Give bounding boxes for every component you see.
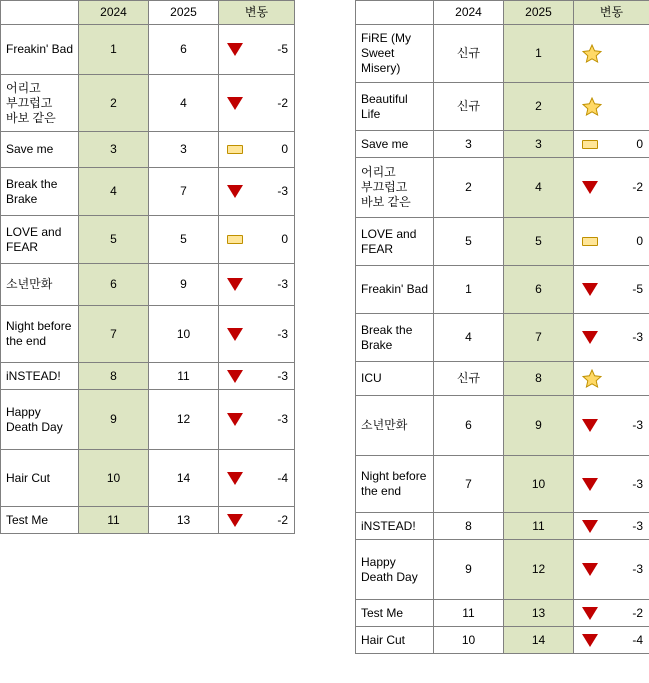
change-value: -3 — [632, 518, 643, 533]
change-value: -5 — [277, 42, 288, 56]
change-value: 0 — [281, 142, 288, 156]
table-header-row — [356, 1, 649, 25]
song-title-cell: Freakin' Bad — [356, 266, 434, 314]
song-title-cell: FiRE (My Sweet Misery) — [356, 25, 434, 83]
flat-marker-icon — [582, 237, 604, 246]
change-cell — [574, 396, 649, 456]
down-arrow-icon — [227, 370, 249, 383]
flat-marker-icon — [582, 140, 604, 149]
rank-2024-cell: 7 — [79, 306, 149, 363]
change-cell-content — [219, 139, 294, 161]
change-cell — [574, 158, 649, 218]
rank-2025-cell: 11 — [149, 363, 219, 390]
table-row[interactable] — [356, 513, 649, 540]
change-cell-content — [574, 177, 649, 199]
song-title-cell: Happy Death Day — [1, 390, 79, 450]
down-arrow-icon — [227, 472, 249, 485]
change-cell-content — [574, 415, 649, 437]
change-cell — [574, 513, 649, 540]
table-header-row — [1, 1, 295, 25]
table-row[interactable] — [1, 507, 295, 534]
rank-2024-cell: 9 — [434, 540, 504, 600]
rank-2025-cell: 10 — [504, 456, 574, 513]
change-value: 0 — [636, 136, 643, 151]
change-cell — [574, 314, 649, 362]
rank-2025-cell: 9 — [149, 264, 219, 306]
rank-2025-cell: 6 — [504, 266, 574, 314]
song-title-cell: iNSTEAD! — [356, 513, 434, 540]
table-row[interactable] — [356, 362, 649, 396]
change-value: -3 — [277, 326, 288, 341]
table-row[interactable] — [356, 158, 649, 218]
table-row[interactable] — [356, 540, 649, 600]
down-arrow-icon — [582, 331, 604, 344]
header-cell-2024: 2024 — [434, 1, 504, 25]
rank-2025-cell: 6 — [149, 25, 219, 75]
table-row[interactable] — [1, 75, 295, 132]
left-table — [0, 0, 295, 534]
table-row[interactable] — [1, 450, 295, 507]
down-arrow-icon — [582, 520, 604, 533]
header-cell-2025: 2025 — [504, 1, 574, 25]
change-cell — [574, 131, 649, 158]
rank-2024-cell: 신규 — [434, 83, 504, 131]
song-title-cell: Break the Brake — [1, 168, 79, 216]
change-cell-content — [219, 229, 294, 251]
table-row[interactable] — [356, 396, 649, 456]
change-cell — [574, 456, 649, 513]
song-title-cell: Night before the end — [356, 456, 434, 513]
rank-2025-cell: 10 — [149, 306, 219, 363]
table-row[interactable] — [1, 25, 295, 75]
rank-2025-cell: 7 — [149, 168, 219, 216]
song-title-cell: 소년만화 — [356, 396, 434, 456]
song-title-cell: Save me — [356, 131, 434, 158]
change-cell — [219, 507, 295, 534]
change-cell — [219, 363, 295, 390]
change-cell-content — [219, 365, 294, 387]
change-value: -3 — [632, 330, 643, 344]
header-title-cell — [356, 1, 434, 25]
rank-2024-cell: 1 — [434, 266, 504, 314]
table-row[interactable] — [356, 83, 649, 131]
song-title-cell: Freakin' Bad — [1, 25, 79, 75]
change-value: 0 — [636, 234, 643, 248]
rank-2025-cell: 2 — [504, 83, 574, 131]
table-row[interactable] — [356, 218, 649, 266]
song-title-cell: LOVE and FEAR — [356, 218, 434, 266]
rank-2024-cell: 8 — [79, 363, 149, 390]
song-title-cell: iNSTEAD! — [1, 363, 79, 390]
table-row[interactable] — [356, 266, 649, 314]
change-cell — [219, 390, 295, 450]
change-cell-content — [574, 41, 649, 66]
rank-2024-cell: 4 — [79, 168, 149, 216]
rank-2024-cell: 신규 — [434, 362, 504, 396]
song-title-cell: Hair Cut — [356, 627, 434, 654]
down-arrow-icon — [582, 419, 604, 432]
change-value: -2 — [632, 180, 643, 194]
rank-2024-cell: 8 — [434, 513, 504, 540]
down-arrow-icon — [227, 97, 249, 110]
change-cell-content — [219, 409, 294, 431]
rank-2024-cell: 7 — [434, 456, 504, 513]
star-icon — [582, 44, 604, 63]
change-cell — [219, 75, 295, 132]
change-cell-content — [219, 39, 294, 61]
rank-2024-cell: 3 — [434, 131, 504, 158]
header-cell-변동: 변동 — [219, 1, 295, 25]
change-cell-content — [574, 327, 649, 349]
rank-2025-cell: 14 — [504, 627, 574, 654]
change-value: -2 — [277, 512, 288, 527]
change-cell — [574, 25, 649, 83]
change-cell-content — [574, 473, 649, 495]
rank-2024-cell: 9 — [79, 390, 149, 450]
rank-2024-cell: 6 — [79, 264, 149, 306]
rank-2025-cell: 12 — [149, 390, 219, 450]
song-title-cell: 소년만화 — [1, 264, 79, 306]
star-icon — [582, 97, 604, 116]
song-title-cell: Break the Brake — [356, 314, 434, 362]
table-row[interactable] — [1, 216, 295, 264]
song-title-cell: ICU — [356, 362, 434, 396]
rank-2024-cell: 5 — [79, 216, 149, 264]
rank-2024-cell: 2 — [434, 158, 504, 218]
change-cell-content — [574, 231, 649, 253]
down-arrow-icon — [227, 413, 249, 426]
change-cell-content — [574, 133, 649, 155]
table-row[interactable] — [1, 132, 295, 168]
change-cell — [574, 266, 649, 314]
header-cell-2024: 2024 — [79, 1, 149, 25]
change-cell — [219, 264, 295, 306]
rank-2025-cell: 14 — [149, 450, 219, 507]
change-cell — [574, 362, 649, 396]
change-value: -2 — [277, 95, 288, 110]
rank-2025-cell: 1 — [504, 25, 574, 83]
song-title-cell: Hair Cut — [1, 450, 79, 507]
rank-2024-cell: 6 — [434, 396, 504, 456]
change-value: -4 — [277, 470, 288, 485]
change-cell — [574, 540, 649, 600]
header-cell-변동: 변동 — [574, 1, 649, 25]
rank-2025-cell: 5 — [149, 216, 219, 264]
rank-2025-cell: 13 — [504, 600, 574, 627]
rank-2024-cell: 11 — [434, 600, 504, 627]
table-row[interactable] — [1, 363, 295, 390]
flat-marker-icon — [227, 145, 249, 154]
rank-2025-cell: 8 — [504, 362, 574, 396]
change-cell — [574, 627, 649, 654]
change-value: -2 — [632, 605, 643, 620]
change-cell — [219, 306, 295, 363]
down-arrow-icon — [582, 634, 604, 647]
star-icon — [582, 369, 604, 388]
change-cell — [219, 216, 295, 264]
change-cell-content — [574, 559, 649, 581]
down-arrow-icon — [227, 278, 249, 291]
table-row[interactable] — [356, 456, 649, 513]
rank-2025-cell: 4 — [149, 75, 219, 132]
right-table — [355, 0, 649, 654]
rank-2025-cell: 12 — [504, 540, 574, 600]
song-title-cell: Happy Death Day — [356, 540, 434, 600]
down-arrow-icon — [227, 43, 249, 56]
table-row[interactable] — [1, 306, 295, 363]
rank-2024-cell: 10 — [79, 450, 149, 507]
change-value: -3 — [632, 476, 643, 491]
change-cell-content — [574, 94, 649, 119]
flat-marker-icon — [227, 235, 249, 244]
left-table-body — [1, 1, 295, 534]
song-title-cell: Beautiful Life — [356, 83, 434, 131]
change-cell-content — [574, 366, 649, 391]
change-cell — [219, 132, 295, 168]
song-title-cell: Test Me — [1, 507, 79, 534]
change-cell-content — [574, 629, 649, 651]
rank-2024-cell: 4 — [434, 314, 504, 362]
change-value: 0 — [281, 232, 288, 246]
song-title-cell: 어리고 부끄럽고 바보 같은 — [356, 158, 434, 218]
change-cell — [574, 83, 649, 131]
rank-2024-cell: 1 — [79, 25, 149, 75]
rank-2024-cell: 3 — [79, 132, 149, 168]
table-row[interactable] — [1, 168, 295, 216]
down-arrow-icon — [582, 563, 604, 576]
rank-2025-cell: 5 — [504, 218, 574, 266]
down-arrow-icon — [582, 478, 604, 491]
change-cell — [219, 168, 295, 216]
change-cell — [574, 600, 649, 627]
change-value: -3 — [632, 562, 643, 576]
down-arrow-icon — [582, 181, 604, 194]
song-title-cell: Save me — [1, 132, 79, 168]
song-title-cell: LOVE and FEAR — [1, 216, 79, 264]
table-row[interactable] — [356, 25, 649, 83]
right-table-body — [356, 1, 649, 654]
song-title-cell: Test Me — [356, 600, 434, 627]
change-cell — [574, 218, 649, 266]
down-arrow-icon — [227, 185, 249, 198]
change-cell-content — [219, 467, 294, 489]
song-title-cell: 어리고 부끄럽고 바보 같은 — [1, 75, 79, 132]
rank-2025-cell: 3 — [504, 131, 574, 158]
down-arrow-icon — [227, 328, 249, 341]
rank-2024-cell: 10 — [434, 627, 504, 654]
down-arrow-icon — [582, 283, 604, 296]
change-value: -3 — [277, 412, 288, 426]
change-cell-content — [219, 92, 294, 114]
change-cell — [219, 450, 295, 507]
change-value: -3 — [277, 368, 288, 383]
change-cell-content — [574, 602, 649, 624]
down-arrow-icon — [582, 607, 604, 620]
change-cell-content — [219, 509, 294, 531]
rank-2025-cell: 13 — [149, 507, 219, 534]
change-cell-content — [574, 515, 649, 537]
rank-2024-cell: 5 — [434, 218, 504, 266]
change-value: -3 — [632, 418, 643, 432]
change-cell-content — [219, 274, 294, 296]
change-cell-content — [219, 323, 294, 345]
table-row[interactable] — [356, 314, 649, 362]
table-row[interactable] — [1, 390, 295, 450]
change-value: -3 — [277, 277, 288, 291]
change-value: -4 — [632, 632, 643, 647]
change-value: -5 — [632, 282, 643, 296]
down-arrow-icon — [227, 514, 249, 527]
rank-2025-cell: 4 — [504, 158, 574, 218]
change-cell — [219, 25, 295, 75]
rank-2025-cell: 11 — [504, 513, 574, 540]
song-title-cell: Night before the end — [1, 306, 79, 363]
rank-2025-cell: 3 — [149, 132, 219, 168]
rank-2024-cell: 2 — [79, 75, 149, 132]
change-value: -3 — [277, 184, 288, 198]
table-row[interactable] — [356, 600, 649, 627]
rank-2024-cell: 11 — [79, 507, 149, 534]
header-cell-2025: 2025 — [149, 1, 219, 25]
change-cell-content — [574, 279, 649, 301]
rank-2025-cell: 7 — [504, 314, 574, 362]
table-row[interactable] — [356, 627, 649, 654]
rank-2024-cell: 신규 — [434, 25, 504, 83]
table-row[interactable] — [1, 264, 295, 306]
table-row[interactable] — [356, 131, 649, 158]
change-cell-content — [219, 181, 294, 203]
header-title-cell — [1, 1, 79, 25]
rank-2025-cell: 9 — [504, 396, 574, 456]
